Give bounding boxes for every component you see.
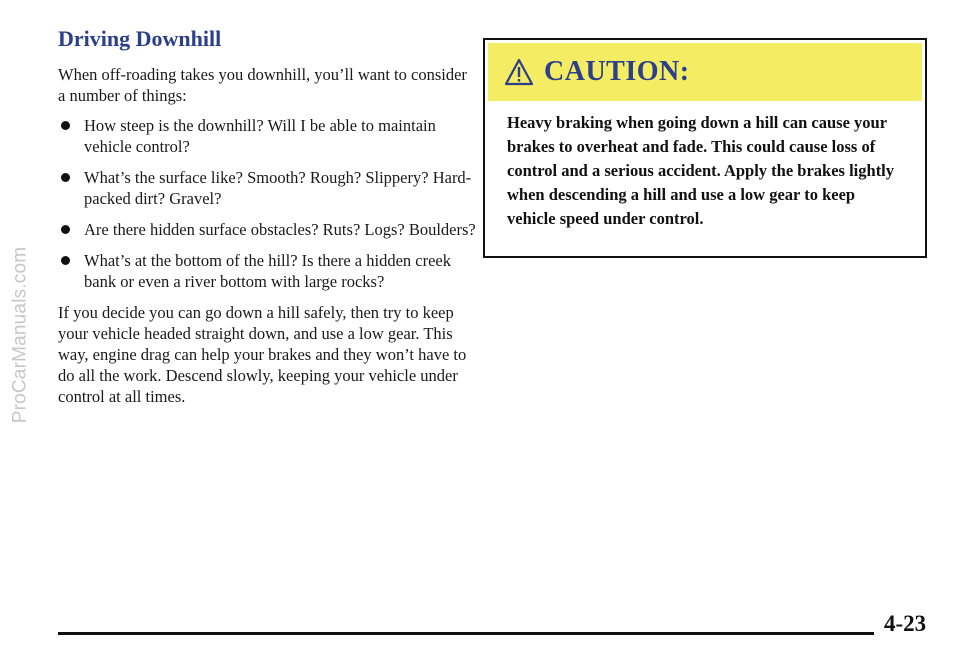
bullet-dot-icon [61,256,70,265]
caution-header [488,43,922,101]
intro-paragraph: When off-roading takes you downhill, you’ll want to consider a number of things: [58,65,467,105]
caution-text: Heavy braking when going down a hill can cause your brakes to overheat and fade. This could cause loss of control and a serious accident. Apply the brakes lightly when descending a hill and use a low gear to keep vehicle speed under control. [507,113,895,228]
bullet-dot-icon [61,121,70,130]
list-item-text: What’s the surface like? Smooth? Rough? Slippery? Hard-packed dirt? Gravel? [84,168,472,208]
section-heading: Driving Downhill [58,26,222,51]
list-item [58,219,478,240]
list-item [58,167,478,209]
bullet-dot-icon [61,225,70,234]
driving-downhill-section [58,26,478,416]
caution-box [483,38,927,258]
watermark-text: ProCarManuals.com [9,246,31,424]
list-item-text: How steep is the downhill? Will I be able to maintain vehicle control? [84,116,436,156]
watermark [2,170,38,500]
warning-triangle-icon [504,58,534,86]
bullet-dot-icon [61,173,70,182]
closing-paragraph: If you decide you can go down a hill safely, then try to keep your vehicle headed straight down, and use a low gear. This way, engine drag can help your brakes and they won’t have to do all the work. Descend slowly, keeping your vehicle under control at all times. [58,303,467,406]
list-item-text: What’s at the bottom of the hill? Is there a hidden creek bank or even a river bottom with large rocks? [84,251,451,291]
considerations-list [58,115,478,292]
list-item [58,250,478,292]
list-item-text: Are there hidden surface obstacles? Ruts? Logs? Boulders? [84,220,476,239]
footer-divider [58,632,874,635]
list-item [58,115,478,157]
caution-title: CAUTION: [544,56,690,87]
page-number: 4-23 [884,611,927,636]
